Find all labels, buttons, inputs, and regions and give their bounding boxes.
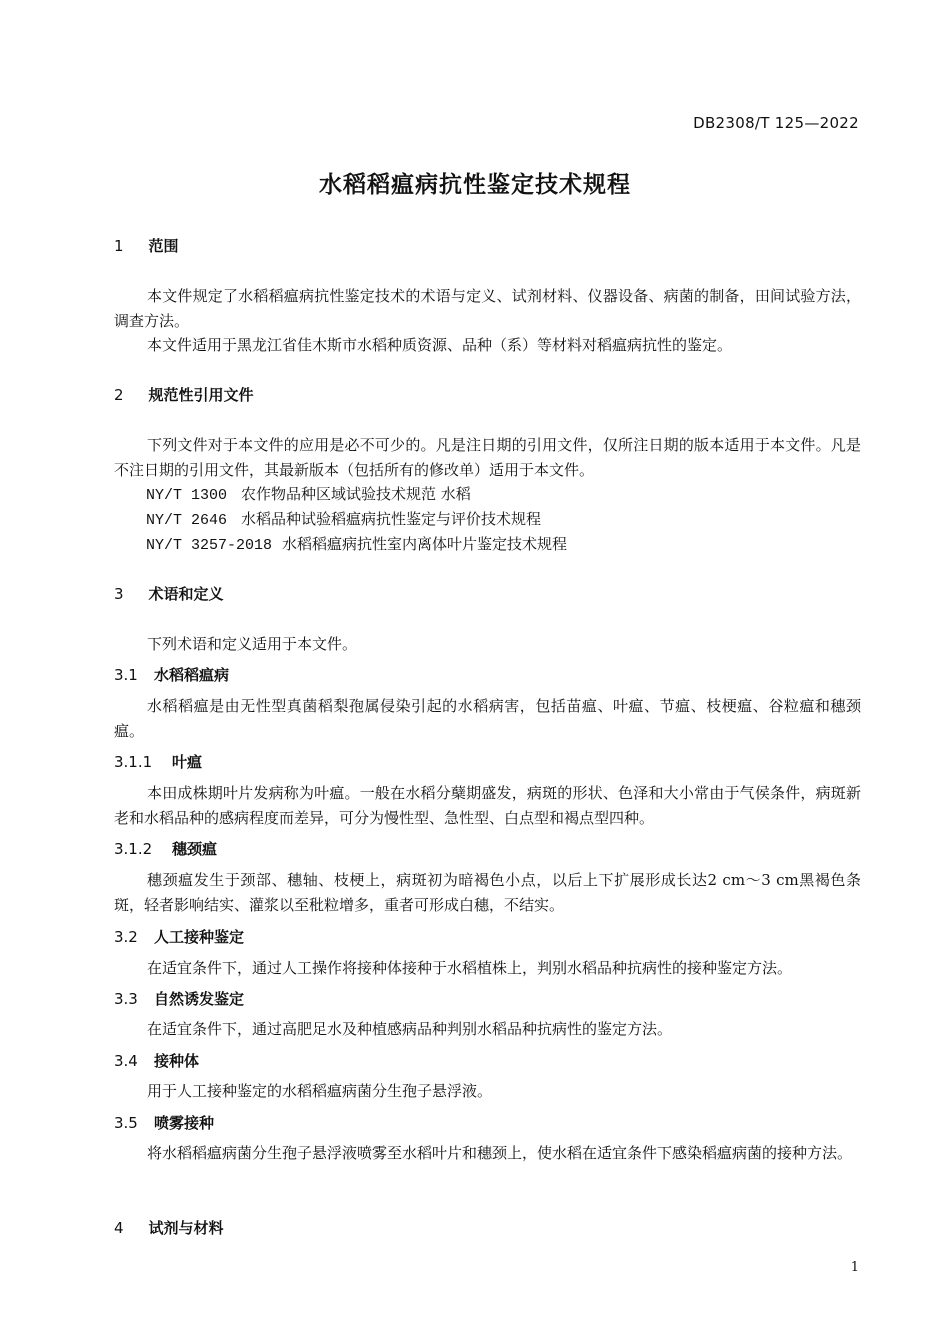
section-title: 范围: [148, 237, 179, 255]
term-number: 3.1.1: [114, 753, 153, 771]
term-heading-3-1-2: [114, 838, 217, 859]
reference-code: NY/T 3257-2018: [146, 537, 273, 554]
section-heading-2: [114, 384, 254, 405]
page-number: 1: [850, 1260, 859, 1275]
term-heading-3-4: [114, 1050, 199, 1071]
paragraph: 本文件规定了水稻稻瘟病抗性鉴定技术的术语与定义、试剂材料、仪器设备、病菌的制备，田间试验方法，调查方法。: [114, 287, 861, 330]
document-code: DB2308/T 125—2022: [693, 114, 859, 132]
term-heading-3-1-1: [114, 751, 202, 772]
term-number: 3.1.2: [114, 840, 153, 858]
term-number: 3.5: [114, 1114, 138, 1132]
term-title: 喷雾接种: [154, 1114, 215, 1132]
section-title: 试剂与材料: [148, 1219, 224, 1237]
term-title: 自然诱发鉴定: [154, 990, 245, 1008]
reference-code: NY/T 1300: [146, 487, 228, 504]
section-title: 术语和定义: [148, 585, 224, 603]
term-title: 接种体: [154, 1052, 200, 1070]
term-definition: 本田成株期叶片发病称为叶瘟。一般在水稻分蘖期盛发，病斑的形状、色泽和大小常由于气侯条件，病斑新老和水稻品种的感病程度而差异，可分为慢性型、急性型、白点型和褐点型四种。: [114, 784, 861, 827]
term-number: 3.1: [114, 666, 138, 684]
section-heading-4: [114, 1217, 224, 1238]
term-heading-3-3: [114, 988, 244, 1009]
term-definition: 在适宜条件下，通过高肥足水及种植感病品种判别水稻品种抗病性的鉴定方法。: [147, 1020, 673, 1038]
reference-item: [146, 508, 541, 529]
term-heading-3-2: [114, 926, 244, 947]
term-definition: 水稻稻瘟是由无性型真菌稻梨孢属侵染引起的水稻病害，包括苗瘟、叶瘟、节瘟、枝梗瘟、谷粒瘟和穗颈瘟。: [114, 697, 861, 740]
paragraph: 下列文件对于本文件的应用是必不可少的。凡是注日期的引用文件，仅所注日期的版本适用于本文件。凡是不注日期的引用文件，其最新版本（包括所有的修改单）适用于本文件。: [114, 436, 861, 479]
section-number: 1: [114, 237, 124, 255]
paragraph: 本文件适用于黑龙江省佳木斯市水稻种质资源、品种（系）等材料对稻瘟病抗性的鉴定。: [147, 336, 733, 354]
term-heading-3-5: [114, 1112, 214, 1133]
reference-title: 水稻稻瘟病抗性室内离体叶片鉴定技术规程: [282, 535, 568, 553]
reference-item: [146, 533, 567, 554]
term-number: 3.2: [114, 928, 138, 946]
section-heading-3: [114, 583, 224, 604]
term-title: 穗颈瘟: [172, 840, 218, 858]
paragraph: 下列术语和定义适用于本文件。: [147, 635, 358, 653]
term-number: 3.4: [114, 1052, 138, 1070]
term-definition: 用于人工接种鉴定的水稻稻瘟病菌分生孢子悬浮液。: [147, 1082, 493, 1100]
term-definition: 在适宜条件下，通过人工操作将接种体接种于水稻植株上，判别水稻品种抗病性的接种鉴定方法。: [147, 959, 793, 977]
term-definition: 将水稻稻瘟病菌分生孢子悬浮液喷雾至水稻叶片和穗颈上，使水稻在适宜条件下感染稻瘟病菌的接种方法。: [147, 1144, 853, 1162]
section-number: 3: [114, 585, 124, 603]
term-title: 人工接种鉴定: [154, 928, 245, 946]
term-definition: 穗颈瘟发生于颈部、穗轴、枝梗上，病斑初为暗褐色小点，以后上下扩展形成长达2 cm～3 cm黑褐色条斑，轻者影响结实、灌浆以至秕粒增多，重者可形成白穗，不结实。: [114, 871, 861, 914]
reference-title: 农作物品种区域试验技术规范 水稻: [241, 485, 471, 503]
section-number: 2: [114, 386, 124, 404]
reference-code: NY/T 2646: [146, 512, 228, 529]
document-title: 水稻稻瘟病抗性鉴定技术规程: [319, 172, 631, 198]
reference-title: 水稻品种试验稻瘟病抗性鉴定与评价技术规程: [241, 510, 542, 528]
term-title: 叶瘟: [172, 753, 203, 771]
section-title: 规范性引用文件: [148, 386, 254, 404]
section-heading-1: [114, 235, 179, 256]
term-number: 3.3: [114, 990, 138, 1008]
section-number: 4: [114, 1219, 124, 1237]
reference-item: [146, 483, 471, 504]
term-title: 水稻稻瘟病: [154, 666, 230, 684]
term-heading-3-1: [114, 664, 229, 685]
